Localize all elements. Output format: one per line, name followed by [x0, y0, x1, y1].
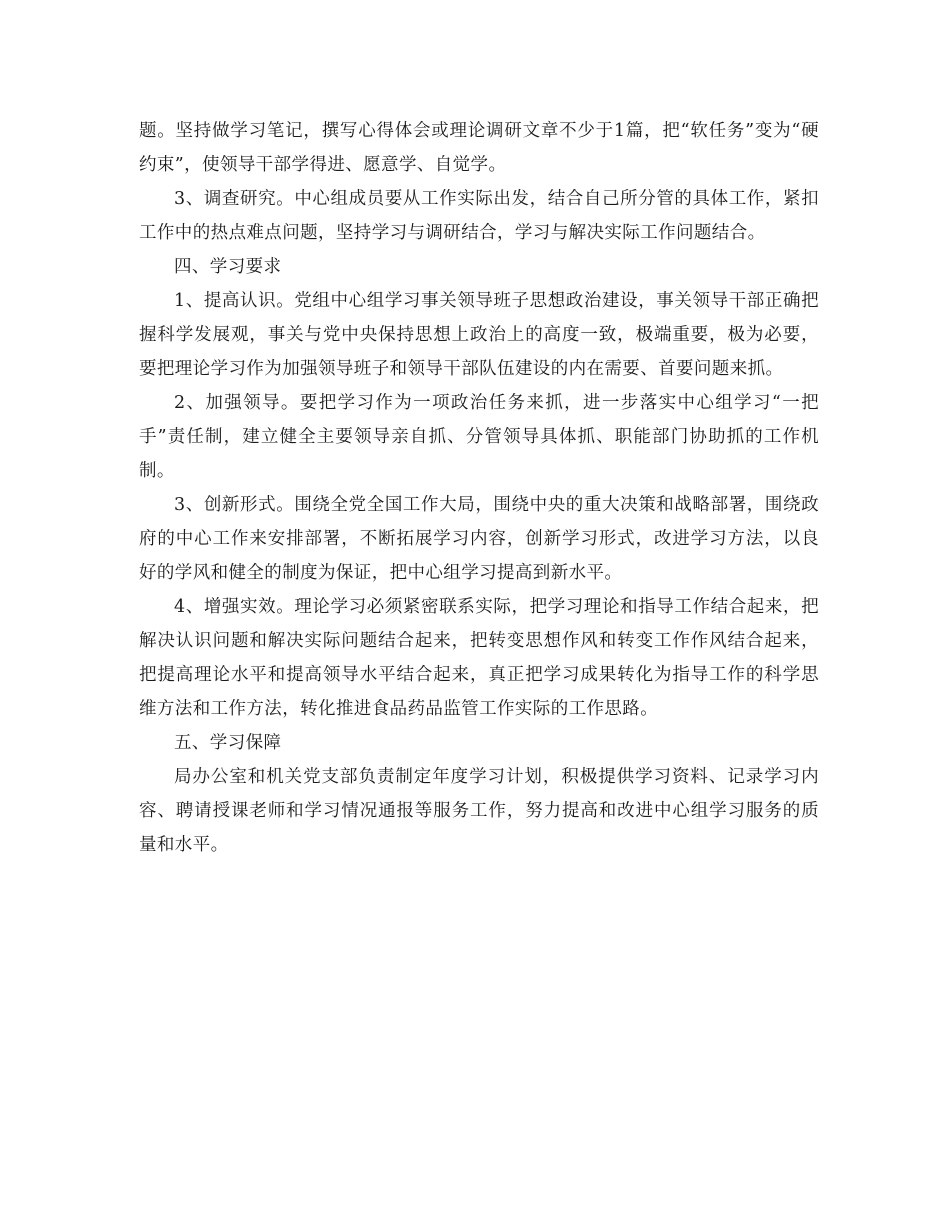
paragraph-effectiveness: 4、增强实效。理论学习必须紧密联系实际，把学习理论和指导工作结合起来，把解决认识问题和解决实际问题结合起来，把转变思想作风和转变工作作风结合起来，把提高理论水平和提高领导水平结合起来，真正把学习成果转化为指导工作的科学思维方法和工作方法，转化推进食品药品监管工作实际的工作思路。 — [139, 597, 819, 719]
section-heading-requirements: 四、学习要求 — [174, 257, 282, 277]
paragraph-innovation: 3、创新形式。围绕全党全国工作大局，围绕中央的重大决策和战略部署，围绕政府的中心工作来安排部署，不断拓展学习内容，创新学习形式，改进学习方法，以良好的学风和健全的制度为保证，把中心组学习提高到新水平。 — [139, 495, 819, 583]
paragraph-research: 3、调查研究。中心组成员要从工作实际出发，结合自己所分管的具体工作，紧扣工作中的热点难点问题，坚持学习与调研结合，学习与解决实际工作问题结合。 — [139, 189, 819, 243]
section-heading-guarantee: 五、学习保障 — [174, 733, 282, 753]
paragraph-leadership: 2、加强领导。要把学习作为一项政治任务来抓，进一步落实中心组学习“一把手”责任制，建立健全主要领导亲自抓、分管领导具体抓、职能部门协助抓的工作机制。 — [139, 393, 819, 481]
paragraph-office-duties: 局办公室和机关党支部负责制定年度学习计划，积极提供学习资料、记录学习内容、聘请授课老师和学习情况通报等服务工作，努力提高和改进中心组学习服务的质量和水平。 — [139, 767, 819, 855]
document-body — [139, 114, 819, 862]
paragraph-continuation: 题。坚持做学习笔记，撰写心得体会或理论调研文章不少于1篇，把“软任务”变为“硬约束”，使领导干部学得进、愿意学、自觉学。 — [139, 121, 819, 175]
paragraph-awareness: 1、提高认识。党组中心组学习事关领导班子思想政治建设，事关领导干部正确把握科学发展观，事关与党中央保持思想上政治上的高度一致，极端重要，极为必要，要把理论学习作为加强领导班子和领导干部队伍建设的内在需要、首要问题来抓。 — [139, 291, 819, 379]
